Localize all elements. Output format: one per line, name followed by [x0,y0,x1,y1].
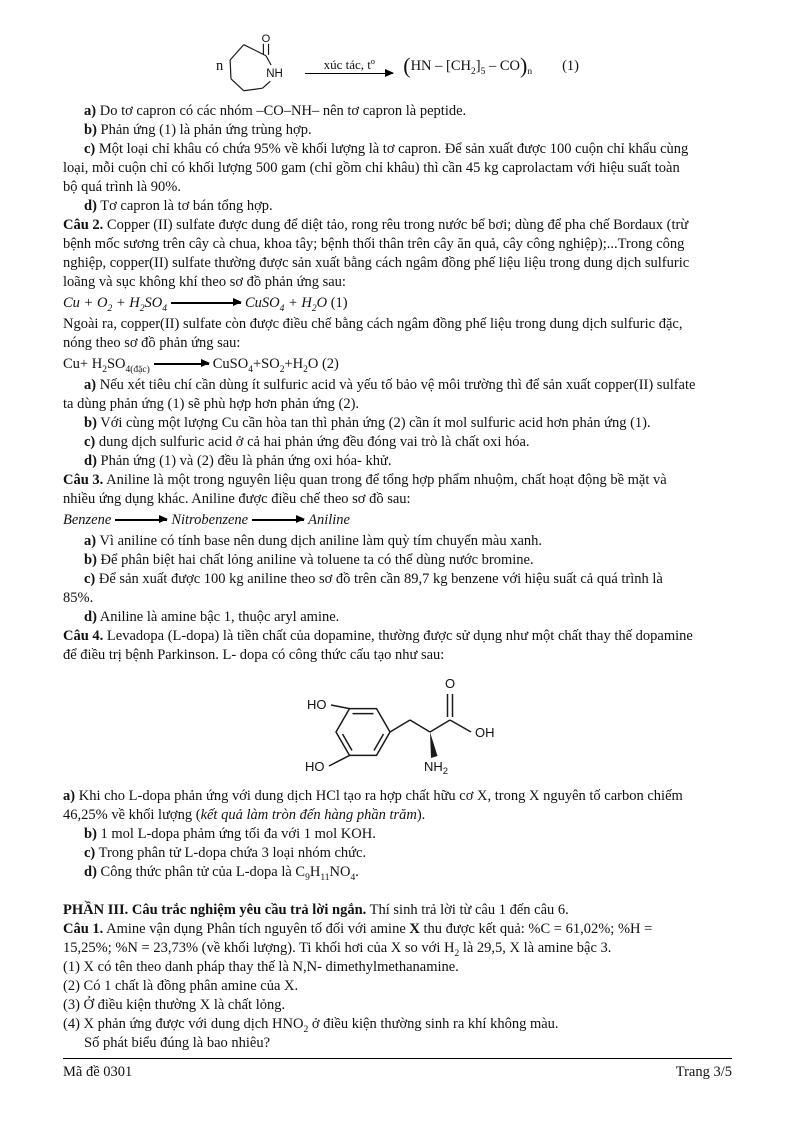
text-line: PHẦN III. Câu trắc nghiệm yêu cầu trả lời ngắn. Thí sinh trả lời từ câu 1 đến câu 6. [63,902,569,918]
text-line: d) Aniline là amine bậc 1, thuộc aryl amine. [84,609,340,625]
text-line: d) Phản ứng (1) và (2) đều là phản ứng oxi hóa- khử. [84,453,392,469]
carboxyl-o-label: O [444,676,455,691]
wedge-bond [430,732,438,758]
catalyst-label: xúc tác, tº [323,56,375,72]
text-line: Câu 4. Levadopa (L-dopa) là tiền chất của dopamine, thường được sử dụng như một chất thay thế dopamine [63,628,693,644]
text-line: (2) Có 1 chất là đồng phân amine của X. [63,978,299,994]
caprolactam-reaction-scheme [63,33,732,99]
text-line [63,882,732,901]
text-line: nóng theo sơ đồ phản ứng sau: [63,335,241,351]
text-line: nhiều ứng dụng khác. Aniline được điều chế theo sơ đồ sau: [63,491,411,507]
text-line: Benzene Nitrobenzene Aniline [63,512,350,528]
text-line: b) Với cùng một lượng Cu cần hòa tan thì phản ứng (2) cần ít mol sulfuric acid hơn phản ứng (1). [84,415,651,431]
text-line: để điều trị bệnh Parkinson. L- dopa có công thức cấu tạo như sau: [63,647,445,663]
exam-code: Mã đề 0301 [63,1064,133,1080]
page-number: Trang 3/5 [675,1064,732,1080]
text-line: a) Nếu xét tiêu chí cần dùng ít sulfuric acid và yếu tố bảo vệ môi trường thì để sản xuất copper(II) sulfate [84,377,696,393]
ldopa-structure [291,670,521,782]
text-line: Câu 1. Amine vận dụng Phân tích nguyên tố đối với amine X thu được kết quả: %C = 61,02%; %H = [63,921,653,937]
reaction-arrow [115,519,167,520]
text-line: $Cu+ H_2SO_{4(đặc)}$ $CuSO_4+SO_2+H_2O$ (2) [63,356,339,375]
text-line: c) dung dịch sulfuric acid ở cả hai phản ứng đều đóng vai trò là chất oxi hóa. [84,434,530,450]
carbonyl-o-label: O [261,33,271,46]
text-line: bộ quá trình là 90%. [63,179,181,195]
ho-top-label: HO [306,697,326,712]
text-line: Câu 3. Aniline là một trong nguyên liệu quan trong để tổng hợp phẩm nhuộm, chất hoạt động bề mặt và [63,472,667,488]
text-line: loại, mỗi cuộn chỉ có khối lượng 500 gam (chỉ gồm chỉ khâu) thì cần 45 kg caprolactam với hiệu suất toàn [63,160,680,176]
text-line: ta dùng phản ứng (1) sẽ phù hợp hơn phản ứng (2). [63,396,360,412]
text-line: d) Công thức phân tử của L-dopa là $C_9H_{11}NO_4$. [84,864,359,883]
text-line: c) Một loại chỉ khâu có chứa 95% về khối lượng là tơ capron. Để sản xuất được 100 cuộn chỉ khẩu cùng [84,141,689,157]
reaction-arrow [305,73,393,74]
text-line: (1) X có tên theo danh pháp thay thế là N,N- dimethylmethanamine. [63,959,459,975]
text-line: a) Vì aniline có tính base nên dung dịch aniline làm quỳ tím chuyển màu xanh. [84,533,543,549]
ldopa-structure-block [63,665,732,787]
text-line: b) 1 mol L-dopa phảm ứng tối đa với 1 mol KOH. [84,826,376,842]
equation-number-1: (1) [562,57,579,74]
page-footer [63,1058,732,1081]
reaction-arrow-group [305,58,393,74]
ring-n-label: n [216,57,224,74]
text-line: Số phát biểu đúng là bao nhiêu? [84,1035,271,1051]
caprolactam-ring-structure [225,28,295,104]
polymer-product-formula: $(HN - [CH_2]_5 - CO)_n$ [403,53,533,78]
oh-label: OH [474,725,494,740]
document-body-part1 [63,102,732,665]
text-line: c) Trong phân tử L-dopa chứa 3 loại nhóm chức. [84,845,367,861]
reaction-arrow [154,363,209,364]
nh2-label: $NH_2$ [423,759,448,777]
reaction-arrow [252,519,304,520]
text-line: 46,25% về khối lượng (kết quả làm tròn đến hàng phần trăm). [63,807,426,823]
ho-bottom-label: HO [304,759,324,774]
text-line: (4) X phản ứng được với dung dịch $HNO_2$ ở điều kiện thường sinh ra khí không màu. [63,1016,559,1035]
text-line: (3) Ở điều kiện thường X là chất lỏng. [63,997,286,1013]
text-line: a) Do tơ capron có các nhóm –CO–NH– nên tơ capron là peptide. [84,103,467,119]
text-line: bệnh mốc sương trên cây cà chua, khoa tây; bệnh thối thân trên cây ăn quả, cây công nghiệp);...Trong công [63,236,685,252]
text-line: 85%. [63,590,94,606]
text-line: loãng và sục không khí theo sơ đồ phản ứng sau: [63,274,346,290]
text-line: nghiệp, copper(II) sulfate thường được sản xuất bằng cách ngâm đồng phế liệu liệu trong dung dịch sulfuric [63,255,690,271]
text-line: b) Để phân biệt hai chất lỏng aniline và toluene ta có thể dùng nước bromine. [84,552,534,568]
ring-nh-label: NH [266,68,284,81]
text-line: Ngoài ra, copper(II) sulfate còn được điều chế bằng cách ngâm đồng phế liệu trong dung dịch sulfuric đặc, [63,316,683,332]
reaction-arrow [171,302,241,303]
document-body-part2 [63,787,732,1053]
text-line: c) Để sản xuất được 100 kg aniline theo sơ đồ trên cần 89,7 kg benzene với hiệu suất cả quá trình là [84,571,663,587]
text-line: a) Khi cho L-dopa phản ứng với dung dịch HCl tạo ra hợp chất hữu cơ X, trong X nguyên tố carbon chiếm [63,788,683,804]
text-line: Câu 2. Copper (II) sulfate được dung để diệt tảo, rong rêu trong nước bể bơi; dùng để pha chế Bordaux (trừ [63,217,689,233]
text-line: b) Phản ứng (1) là phản ứng trùng hợp. [84,122,312,138]
text-line: $Cu + O_2 + H_2SO_4$ CuSO$_4$ + $H_2O$ (1) [63,295,348,314]
text-line: 15,25%; %N = 23,73% (về khối lượng). Ti khối hơi của X so với $H_2$ là 29,5, X là amine bậc 3. [63,940,612,959]
text-line: d) Tơ capron là tơ bán tổng hợp. [84,198,273,214]
